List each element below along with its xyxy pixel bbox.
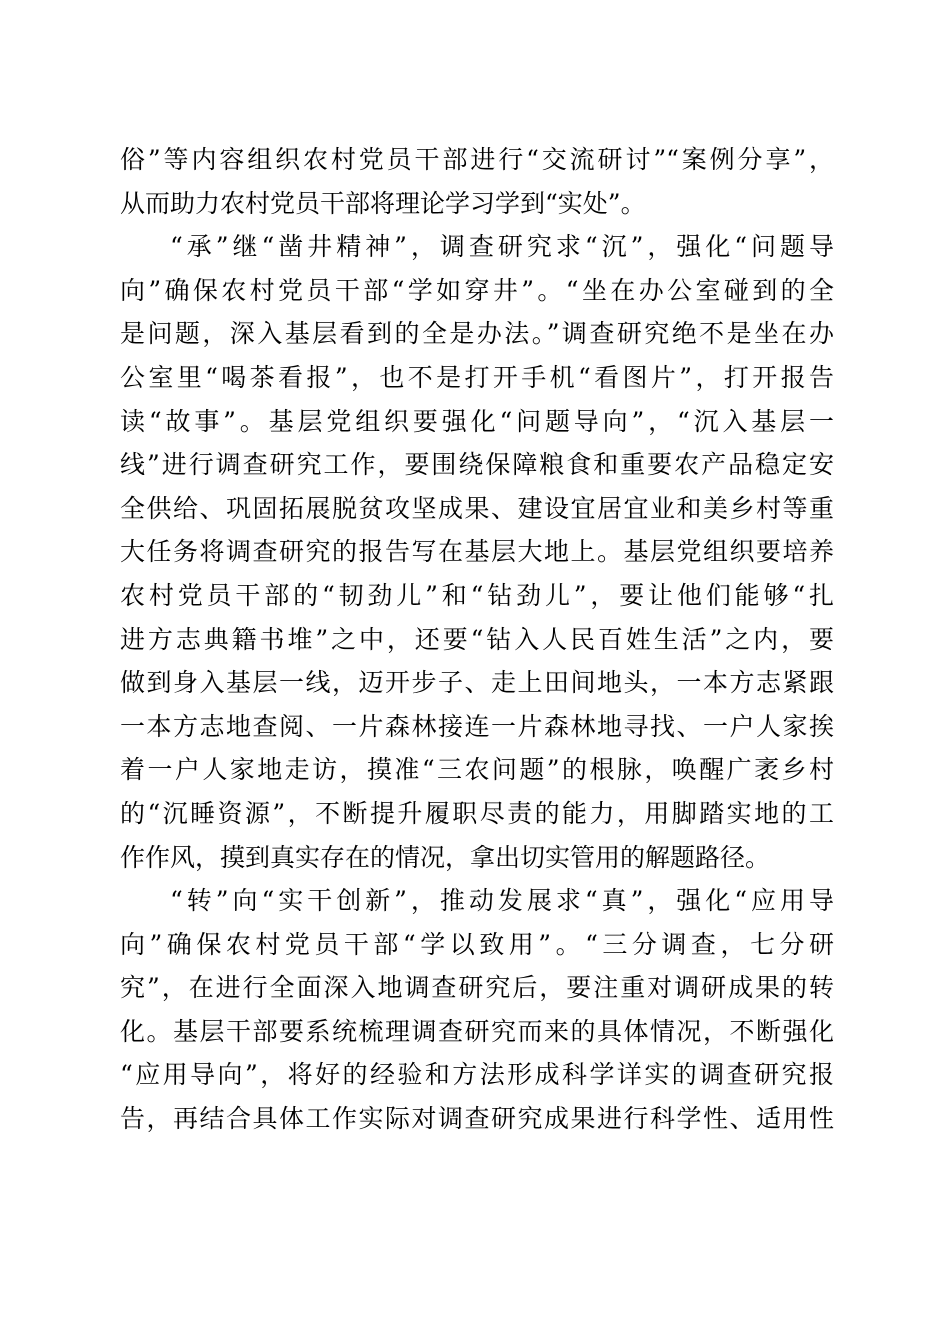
text-line: 俗”等内容组织农村党员干部进行“交流研讨”“案例分享”， [120, 145, 834, 174]
text-line: 告，再结合具体工作实际对调查研究成果进行科学性、适用性 [120, 1104, 834, 1134]
text-line: 公室里“喝茶看报”，也不是打开手机“看图片”，打开报告 [120, 362, 834, 392]
text-line: 进方志典籍书堆”之中，还要“钻入人民百姓生活”之内，要 [120, 624, 834, 654]
paragraph-start-line: “转”向“实干创新”，推动发展求“真”，强化“应用导 [170, 886, 834, 916]
text-line: 是问题，深入基层看到的全是办法。”调查研究绝不是坐在办 [120, 319, 834, 349]
text-line: 作作风，摸到真实存在的情况，拿出切实管用的解题路径。 [120, 842, 771, 872]
text-line: 线”进行调查研究工作，要围绕保障粮食和重要农产品稳定安 [120, 450, 834, 480]
text-line: 一本方志地查阅、一片森林接连一片森林地寻找、一户人家挨 [120, 711, 834, 741]
text-line: 做到身入基层一线，迈开步子、走上田间地头，一本方志紧跟 [120, 668, 834, 698]
text-line: 的“沉睡资源”，不断提升履职尽责的能力，用脚踏实地的工 [120, 798, 834, 828]
text-line: 着一户人家地走访，摸准“三农问题”的根脉，唤醒广袤乡村 [120, 755, 834, 785]
text-line: 究”，在进行全面深入地调查研究后，要注重对调研成果的转 [120, 973, 834, 1003]
paragraph-start-line: “承”继“凿井精神”，调查研究求“沉”，强化“问题导 [170, 232, 834, 262]
text-line: 向”确保农村党员干部“学以致用”。“三分调查，七分研 [120, 929, 834, 959]
body-text [120, 138, 834, 1141]
text-line: “应用导向”，将好的经验和方法形成科学详实的调查研究报 [120, 1060, 834, 1090]
text-line: 全供给、巩固拓展脱贫攻坚成果、建设宜居宜业和美乡村等重 [120, 493, 834, 523]
text-line: 从而助力农村党员干部将理论学习学到“实处”。 [120, 188, 646, 218]
text-line: 向”确保农村党员干部“学如穿井”。“坐在办公室碰到的全 [120, 275, 834, 305]
text-line: 大任务将调查研究的报告写在基层大地上。基层党组织要培养 [120, 537, 834, 567]
text-line: 化。基层干部要系统梳理调查研究而来的具体情况，不断强化 [120, 1016, 834, 1046]
text-line: 农村党员干部的“韧劲儿”和“钻劲儿”，要让他们能够“扎 [120, 580, 834, 610]
text-line: 读“故事”。基层党组织要强化“问题导向”，“沉入基层一 [120, 406, 834, 436]
